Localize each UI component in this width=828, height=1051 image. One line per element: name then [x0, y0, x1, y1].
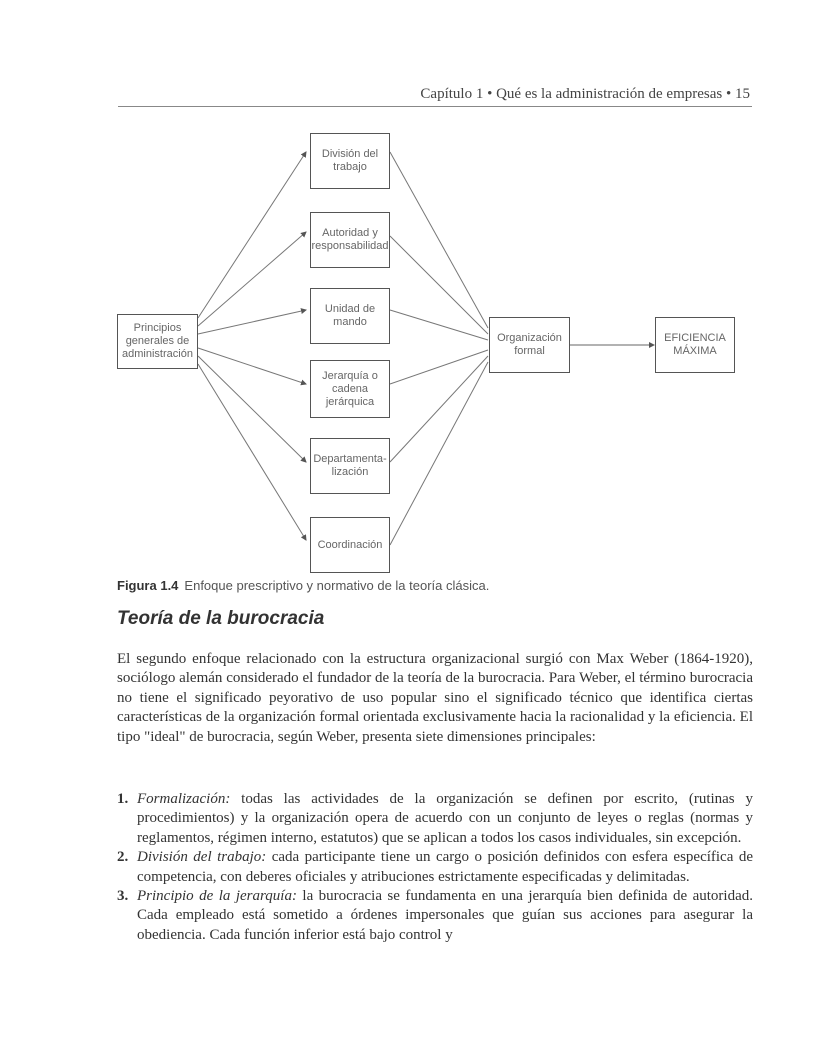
caption-label: Figura 1.4	[117, 578, 179, 593]
figure-caption	[117, 578, 757, 593]
list-text: la burocracia se fundamenta en una jerarquía bien definida de autoridad. Cada empleado está sometido a órdenes impersonales que guían sus acciones para asegurar la obediencia. Cada función inferior está bajo control y	[137, 888, 753, 943]
list-term: Formalización:	[137, 791, 231, 807]
source-box: Principios generales de administración	[117, 314, 198, 369]
middle-box: Organización formal	[489, 317, 570, 373]
caption-text: Enfoque prescriptivo y normativo de la teoría clásica.	[184, 578, 490, 593]
connector-line	[390, 236, 488, 334]
element-box-autoridad: Autoridad y responsabilidad	[310, 212, 390, 268]
dimensions-list	[117, 790, 753, 945]
connector-line	[390, 310, 488, 340]
element-box-division-trabajo: División del trabajo	[310, 133, 390, 189]
body-paragraph: El segundo enfoque relacionado con la estructura organizacional surgió con Max Weber (1864-1920), sociólogo alemán considerado el fundador de la teoría de la burocracia. Para Weber, el término burocracia no tiene el significado peyorativo de uso popular sino el significado técnico que identifica ciertas características de la organización formal orientada exclusivamente hacia la racionalidad y la eficiencia. El tipo "ideal" de burocracia, según Weber, presenta siete dimensiones principales:	[117, 651, 753, 745]
connector-line	[390, 362, 488, 545]
connector-line	[390, 350, 488, 384]
list-text: todas las actividades de la organización se definen por escrito, (rutinas y procedimientos) y la organización opera de acuerdo con un conjunto de leyes o reglas (normas y reglamentos, régimen interno, estatutos) que se aplican a todos los casos individuales, sin excepción.	[137, 791, 753, 846]
list-number: 2.	[117, 849, 129, 866]
connector-line	[198, 356, 306, 462]
connector-line	[390, 356, 488, 462]
connector-line	[198, 364, 306, 540]
connector-line	[390, 152, 488, 328]
list-number: 3.	[117, 888, 129, 905]
list-number: 1.	[117, 791, 129, 807]
result-box: EFICIENCIA MÁXIMA	[655, 317, 735, 373]
list-text: cada participante tiene un cargo o posición definidos con esfera específica de competencia, con deberes oficiales y atribuciones estrictamente especificadas y delimitadas.	[137, 849, 753, 885]
section-title: Teoría de la burocracia	[117, 608, 325, 629]
element-box-jerarquia: Jerarquía o cadena jerárquica	[310, 360, 390, 418]
element-box-departamentalizacion: Departamenta-lización	[310, 438, 390, 494]
element-box-unidad-mando: Unidad de mando	[310, 288, 390, 344]
list-term: Principio de la jerarquía:	[137, 888, 297, 905]
element-box-coordinacion: Coordinación	[310, 517, 390, 573]
list-item	[117, 848, 753, 887]
list-term: División del trabajo:	[137, 849, 267, 866]
running-head: Capítulo 1 • Qué es la administración de empresas • 15	[420, 86, 750, 102]
list-item	[117, 790, 753, 848]
list-item	[117, 887, 753, 945]
connector-line	[198, 232, 306, 326]
connector-line	[198, 348, 306, 384]
connector-line	[198, 310, 306, 334]
connector-line	[198, 152, 306, 318]
